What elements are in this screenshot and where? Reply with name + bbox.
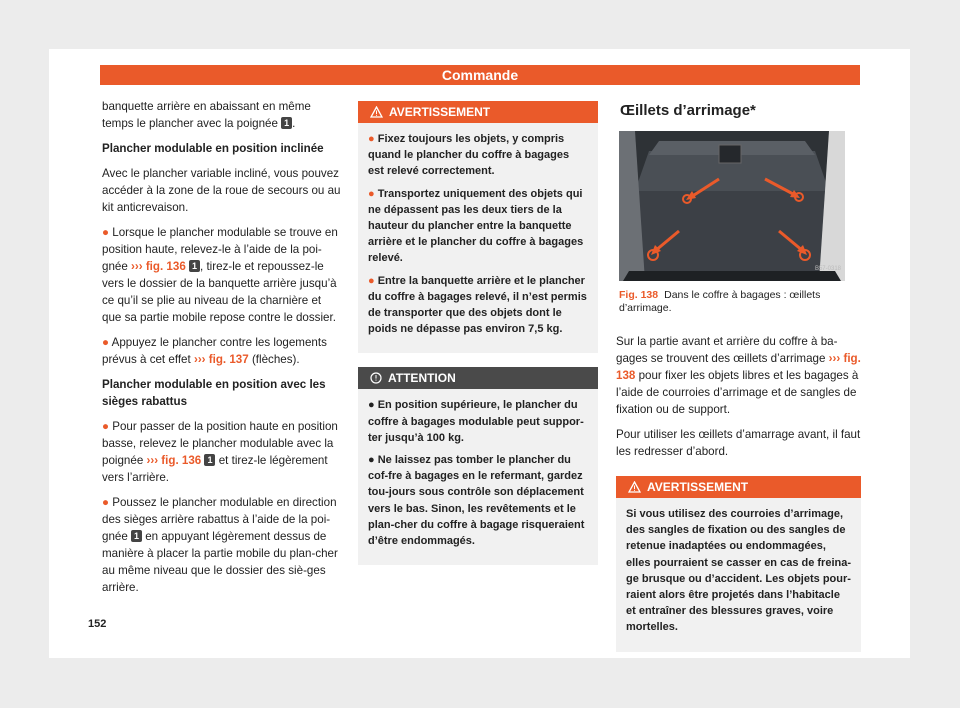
figure-link[interactable]: ››› fig. 137 [193,353,249,366]
warning-text: Si vous utilisez des courroies d’arrimage, des sangles de fixation ou des sangles de retenue inadaptées ou endommagées, elles pourraient se casser en cas de freina-ge brusque ou d’accident. Les objets pour-raient alors être projetés dans l’habitacle et entraîner des blessures graves, voire mortelles. [626,508,852,634]
bullet-item: ● Poussez le plancher modulable en direction des sièges arrière rabattus à l’aide de la poi-gnée 1 en appuyant légèrement dessus de manière à placer la partie mobile du plan-cher au même niveau que le dossier des siè-ges arrière. [102,496,338,594]
bullet-icon: ● [102,336,110,349]
page-number: 152 [88,618,107,630]
warning-triangle-icon [370,106,383,118]
attention-box [358,367,598,565]
paragraph-intro: banquette arrière en abaissant en même temps le plancher avec la poignée 1 . [102,100,311,130]
figure-caption: Fig. 138 Dans le coffre à bagages : œillets d’arrimage. [619,289,821,314]
warning-item: ● Transportez uniquement des objets qui ne dépassent pas les deux tiers de la hauteur du plancher entre la banquette arrière et le plancher du coffre à bagages relevé. [368,187,584,265]
warning-item: ● Entre la banquette arrière et le plancher du coffre à bagages relevé, il n’est permis de transporter que des objets dont le poids ne dépasse pas environ 7,5 kg. [368,274,587,336]
trunk-illustration [619,131,845,281]
bullet-icon: ● [102,226,110,239]
bullet-icon: ● [368,133,375,145]
figure-link[interactable]: ››› fig. 136 [146,454,202,467]
figure-code: B57-0318 [814,266,841,272]
paragraph-eyelets: Sur la partie avant et arrière du coffre à ba-gages se trouvent des œillets d’arrimage ››› fig. 138 pour fixer les objets libres et les bagages à l’aide de courroies d’arrimage et de sangles de fixation ou de support. [616,335,861,416]
callout-number: 1 [189,260,200,272]
bullet-icon: ● [102,420,110,433]
warning-box [358,101,598,353]
column-middle [358,101,598,579]
figure-link[interactable]: ››› fig. 136 [131,260,186,273]
warning-triangle-icon [628,481,641,493]
bullet-icon: ● [368,399,375,412]
bullet-icon: ● [368,274,375,287]
figure-label: Fig. 138 [619,289,659,301]
column-right [616,100,861,666]
column-left [102,98,342,604]
warning-header: AVERTISSEMENT [358,101,598,123]
bullet-item: ● Appuyez le plancher contre les logements prévus à cet effet ››› fig. 137 (flèches). [102,336,327,366]
warning-header: AVERTISSEMENT [616,476,861,498]
paragraph-inclined: Avec le plancher variable incliné, vous pouvez accéder à la zone de la roue de secours ou au kit anticrevaison. [102,167,341,214]
bullet-item: ● Lorsque le plancher modulable se trouve en position haute, relevez-le à l’aide de la poi-gnée ››› fig. 136 1 , tirez-le et repoussez-le vers le dossier de la banquette arrière jusqu’à ce qu’il se plie au niveau de la charnière et que sa partie mobile repose contre le dossier. [102,226,338,324]
figure-link[interactable]: ››› fig. 138 [616,352,861,382]
subheading-inclined: Plancher modulable en position inclinée [102,142,324,155]
warning-box-straps [616,476,861,652]
attention-item: ● Ne laissez pas tomber le plancher du cof-fre à bagages en le refermant, gardez tou-jours sous contrôle son déplacement vers le bas. Sinon, les revêtements et le plan-cher du coffre à bagage risqueraient d’être endommagés. [368,454,585,548]
warning-body [616,498,861,652]
bullet-icon: ● [102,496,110,509]
warning-body [358,123,598,353]
section-title: Œillets d’arrimage* [620,102,756,119]
bullet-icon: ● [368,454,375,467]
subheading-folded-seats: Plancher modulable en position avec les sièges rabattus [102,378,326,408]
attention-body [358,389,598,565]
callout-number: 1 [204,454,215,466]
warning-item: ● Fixez toujours les objets, y compris quand le plancher du coffre à bagages est relevé correctement. [368,133,570,178]
attention-header: ATTENTION [358,367,598,389]
callout-number: 1 [131,530,142,542]
paragraph-front-eyelets: Pour utiliser les œillets d’amarrage avant, il faut les redresser d’abord. [616,428,861,458]
callout-number: 1 [281,117,292,129]
attention-item: ● En position supérieure, le plancher du coffre à bagages modulable peut suppor-ter jusqu’à 100 kg. [368,399,584,444]
trunk-figure [619,131,845,281]
info-circle-icon [370,372,382,384]
bullet-icon: ● [368,187,375,200]
bullet-item: ● Pour passer de la position haute en position basse, relevez le plancher modulable avec la poignée ››› fig. 136 1 et tirez-le légèrement vers l’arrière. [102,420,338,484]
section-header: Commande [100,65,860,85]
